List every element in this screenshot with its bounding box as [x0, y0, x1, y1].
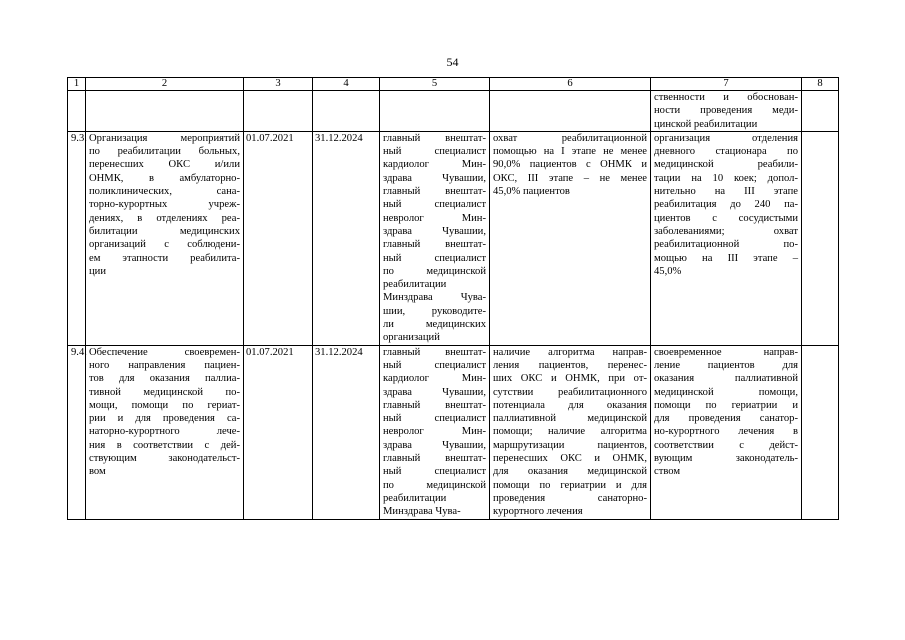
- cell-line: ление пациентов для: [654, 359, 798, 371]
- continuation-cell-3: [244, 91, 313, 132]
- measure-name: [86, 345, 244, 519]
- continuation-cell-6: [490, 91, 651, 132]
- cell-line: Минздрава Чува-: [383, 506, 461, 518]
- cell-line: мощи, помощи по гериат-: [89, 399, 240, 411]
- cell-line: главный внештат-: [383, 186, 486, 198]
- start-date: 01.07.2021: [244, 345, 313, 519]
- cell-line: нительно на III этапе: [654, 186, 798, 198]
- cell-line: ный специалист: [383, 413, 486, 425]
- cell-line: реабилитации: [383, 492, 447, 504]
- cell-line: сутствии реабилитационного: [493, 386, 647, 398]
- cell-line: главный внештат-: [383, 346, 486, 358]
- header-col-3: 3: [244, 78, 313, 91]
- cell-line: проведения санаторно-: [493, 492, 647, 504]
- cell-line: ности проведения меди-: [654, 105, 798, 117]
- end-date: 31.12.2024: [313, 345, 380, 519]
- cell-line: ного направления пациен-: [89, 359, 240, 371]
- cell-line: потенциала для оказания: [493, 399, 647, 411]
- header-col-4: 4: [313, 78, 380, 91]
- cell-line: по реабилитации больных,: [89, 146, 240, 158]
- header-col-8: 8: [802, 78, 839, 91]
- cell-line: заболеваниями; охват: [654, 225, 798, 237]
- cell-line: соответствии с дейст-: [654, 439, 798, 451]
- table-row: [68, 345, 839, 519]
- cell-line: но-курортного лечения в: [654, 426, 798, 438]
- continuation-cell-8: [802, 91, 839, 132]
- cell-line: главный внештат-: [383, 453, 486, 465]
- responsible: [380, 131, 490, 345]
- cell-line: ный специалист: [383, 466, 486, 478]
- cell-line: ления пациентов, перенес-: [493, 359, 647, 371]
- cell-line: главный внештат-: [383, 399, 486, 411]
- cell-line: организаций: [383, 332, 440, 344]
- result: [651, 131, 802, 345]
- cell-line: ный специалист: [383, 199, 486, 211]
- cell-line: ный специалист: [383, 146, 486, 158]
- cell-line: тации на 10 коек; допол-: [654, 172, 798, 184]
- cell-line: медицинской реабили-: [654, 159, 798, 171]
- cell-line: здрава Чувашии,: [383, 172, 486, 184]
- cell-line: организаций с соблюдени-: [89, 239, 240, 251]
- cell-line: ством: [654, 466, 681, 478]
- cell-line: дневного стационара по: [654, 146, 798, 158]
- continuation-cell-4: [313, 91, 380, 132]
- column-8: [802, 131, 839, 345]
- cell-line: Минздрава Чува-: [383, 292, 486, 304]
- continuation-cell-1: [68, 91, 86, 132]
- measures-table: [67, 77, 839, 520]
- cell-line: торно-курортных учреж-: [89, 199, 240, 211]
- cell-line: вом: [89, 466, 106, 478]
- cell-line: тивной медицинской по-: [89, 386, 240, 398]
- cell-line: медицинской помощи,: [654, 386, 798, 398]
- header-row: [68, 78, 839, 91]
- cell-line: здрава Чувашии,: [383, 225, 486, 237]
- cell-line: маршрутизации пациентов,: [493, 439, 647, 451]
- page-number: 54: [446, 55, 459, 69]
- cell-line: вующим законодатель-: [654, 453, 798, 465]
- cell-line: ствующим законодательст-: [89, 453, 240, 465]
- cell-line: кардиолог Мин-: [383, 373, 486, 385]
- table-row: [68, 131, 839, 345]
- indicator: [490, 345, 651, 519]
- cell-line: ции: [89, 265, 107, 277]
- cell-line: наторно-курортного лече-: [89, 426, 240, 438]
- cell-line: охват реабилитационной: [493, 132, 647, 144]
- continuation-cell-5: [380, 91, 490, 132]
- cell-line: по медицинской: [383, 479, 486, 491]
- cell-line: ния в соответствии с дей-: [89, 439, 240, 451]
- cell-line: тов для оказания паллиа-: [89, 373, 240, 385]
- cell-line: кардиолог Мин-: [383, 159, 486, 171]
- cell-line: здрава Чувашии,: [383, 439, 486, 451]
- cell-line: наличие алгоритма направ-: [493, 346, 647, 358]
- row-number: 9.3.: [68, 131, 86, 345]
- cell-line: перенесших ОКС и ОНМК,: [493, 453, 647, 465]
- cell-line: ОКС, III этапе – не менее: [493, 172, 647, 184]
- cell-line: 45,0%: [654, 265, 682, 277]
- responsible: [380, 345, 490, 519]
- row-number: 9.4.: [68, 345, 86, 519]
- cell-line: ОНМК, в амбулаторно-: [89, 172, 240, 184]
- cell-line: Организация мероприятий: [89, 132, 240, 144]
- cell-line: ли медицинских: [383, 319, 486, 331]
- cell-line: ших ОКС и ОНМК, при от-: [493, 373, 647, 385]
- result: [651, 345, 802, 519]
- cell-line: поликлинических, сана-: [89, 186, 240, 198]
- cell-line: ный специалист: [383, 359, 486, 371]
- header-col-5: 5: [380, 78, 490, 91]
- column-8: [802, 345, 839, 519]
- header-col-6: 6: [490, 78, 651, 91]
- cell-line: для проведения санатор-: [654, 413, 798, 425]
- cell-line: ем этапности реабилита-: [89, 252, 240, 264]
- cell-line: оказания паллиативной: [654, 373, 798, 385]
- cell-line: по медицинской: [383, 265, 486, 277]
- cell-line: реабилитация до 240 па-: [654, 199, 798, 211]
- cell-line: шии, руководите-: [383, 305, 486, 317]
- cell-line: здрава Чувашии,: [383, 386, 486, 398]
- start-date: 01.07.2021: [244, 131, 313, 345]
- cell-line: цинской реабилитации: [654, 118, 758, 130]
- cell-line: 45,0% пациентов: [493, 186, 570, 198]
- header-col-7: 7: [651, 78, 802, 91]
- cell-line: реабилитации: [383, 279, 447, 291]
- cell-line: циентов с сосудистыми: [654, 212, 798, 224]
- cell-line: главный внештат-: [383, 239, 486, 251]
- cell-line: паллиативной медицинской: [493, 413, 647, 425]
- cell-line: Обеспечение своевремен-: [89, 346, 240, 358]
- cell-line: помощи по гериатрии и для: [493, 479, 647, 491]
- cell-line: рии и для проведения са-: [89, 413, 240, 425]
- cell-line: главный внештат-: [383, 132, 486, 144]
- header-col-2: 2: [86, 78, 244, 91]
- cell-line: организация отделения: [654, 132, 798, 144]
- continuation-cell-7: [651, 91, 802, 132]
- cell-line: билитации медицинских: [89, 225, 240, 237]
- cell-line: 90,0% пациентов с ОНМК и: [493, 159, 647, 171]
- cell-line: невролог Мин-: [383, 426, 486, 438]
- cell-line: ный специалист: [383, 252, 486, 264]
- cell-line: курортного лечения: [493, 506, 583, 518]
- cell-line: помощью на I этапе не менее: [493, 146, 647, 158]
- measure-name: [86, 131, 244, 345]
- header-col-1: 1: [68, 78, 86, 91]
- cell-line: своевременное направ-: [654, 346, 798, 358]
- continuation-row: [68, 91, 839, 132]
- cell-line: невролог Мин-: [383, 212, 486, 224]
- cell-line: помощи по гериатрии и: [654, 399, 798, 411]
- cell-line: помощи; наличие алгоритма: [493, 426, 647, 438]
- cell-line: реабилитационной по-: [654, 239, 798, 251]
- cell-line: ственности и обоснован-: [654, 92, 798, 103]
- cell-line: мощью на III этапе –: [654, 252, 798, 264]
- cell-line: дениях, в отделениях реа-: [89, 212, 240, 224]
- continuation-cell-2: [86, 91, 244, 132]
- end-date: 31.12.2024: [313, 131, 380, 345]
- cell-line: для оказания медицинской: [493, 466, 647, 478]
- cell-line: перенесших ОКС и/или: [89, 159, 240, 171]
- indicator: [490, 131, 651, 345]
